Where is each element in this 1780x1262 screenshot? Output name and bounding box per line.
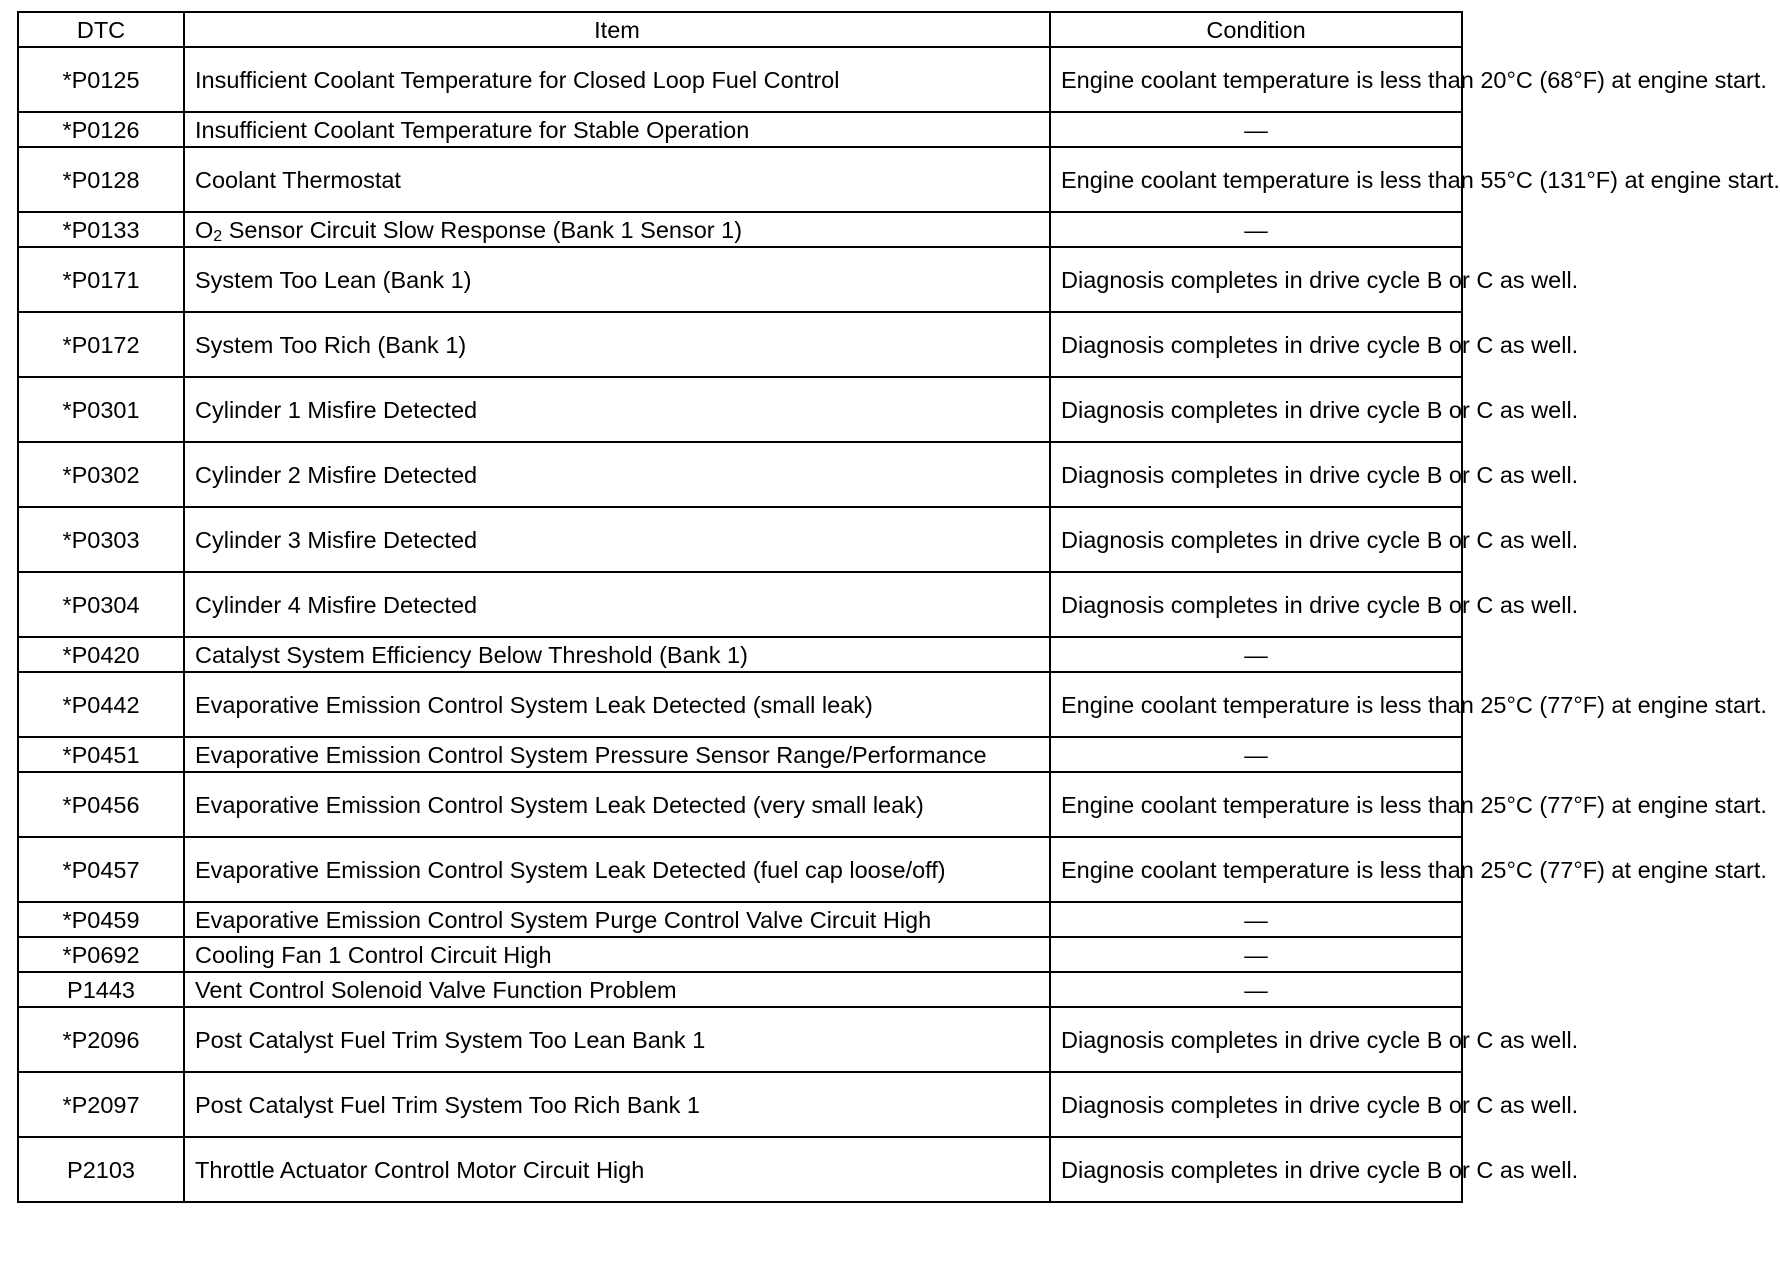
item-prefix: O [195, 216, 214, 243]
dtc-code: *P2096 [18, 1007, 184, 1072]
condition-text: — [1050, 637, 1462, 672]
condition-text: — [1050, 212, 1462, 247]
table-row [18, 972, 1462, 1007]
dtc-code: *P0126 [18, 112, 184, 147]
dtc-code: *P0133 [18, 212, 184, 247]
dtc-code: *P2097 [18, 1072, 184, 1137]
dtc-code: *P0301 [18, 377, 184, 442]
dtc-code: *P0128 [18, 147, 184, 212]
dtc-code: *P0171 [18, 247, 184, 312]
condition-text: Diagnosis completes in drive cycle B or C as well. [1050, 1072, 1462, 1137]
item-description: Evaporative Emission Control System Leak Detected (fuel cap loose/off) [184, 837, 1050, 902]
table-row [18, 147, 1462, 212]
condition-text: Diagnosis completes in drive cycle B or C as well. [1050, 442, 1462, 507]
condition-text: — [1050, 737, 1462, 772]
condition-text: — [1050, 937, 1462, 972]
item-description: Evaporative Emission Control System Leak Detected (very small leak) [184, 772, 1050, 837]
table-row [18, 247, 1462, 312]
table-body [18, 47, 1780, 1202]
dtc-code: P1443 [18, 972, 184, 1007]
table-row [18, 312, 1462, 377]
item-description: Evaporative Emission Control System Leak Detected (small leak) [184, 672, 1050, 737]
dtc-code: *P0459 [18, 902, 184, 937]
condition-text: — [1050, 972, 1462, 1007]
table-header [18, 12, 1462, 47]
item-subscript: 2 [213, 227, 223, 245]
table-row [18, 837, 1462, 902]
header-condition: Condition [1050, 12, 1462, 47]
table-row [18, 112, 1462, 147]
item-description: Catalyst System Efficiency Below Threshold (Bank 1) [184, 637, 1050, 672]
header-row [18, 12, 1462, 47]
table-row [18, 377, 1462, 442]
dtc-code: *P0172 [18, 312, 184, 377]
item-description [184, 212, 1050, 247]
table-row [18, 637, 1462, 672]
condition-text: — [1050, 112, 1462, 147]
table-row [18, 1137, 1462, 1202]
table-row [18, 1072, 1462, 1137]
dtc-code: *P0457 [18, 837, 184, 902]
item-description: Cylinder 1 Misfire Detected [184, 377, 1050, 442]
condition-text: Diagnosis completes in drive cycle B or C as well. [1050, 377, 1462, 442]
header-dtc: DTC [18, 12, 184, 47]
condition-text: Diagnosis completes in drive cycle B or C as well. [1050, 572, 1462, 637]
dtc-code: *P0420 [18, 637, 184, 672]
item-suffix: Sensor Circuit Slow Response (Bank 1 Sensor 1) [222, 216, 743, 243]
item-description: System Too Lean (Bank 1) [184, 247, 1050, 312]
item-description: Evaporative Emission Control System Pressure Sensor Range/Performance [184, 737, 1050, 772]
dtc-table [17, 11, 1780, 1203]
table-row [18, 902, 1462, 937]
dtc-code: *P0303 [18, 507, 184, 572]
table-row [18, 47, 1462, 112]
dtc-code: *P0304 [18, 572, 184, 637]
dtc-code: *P0692 [18, 937, 184, 972]
condition-text: Engine coolant temperature is less than 25°C (77°F) at engine start. [1050, 672, 1462, 737]
item-description: Cylinder 4 Misfire Detected [184, 572, 1050, 637]
condition-text: Diagnosis completes in drive cycle B or C as well. [1050, 1137, 1462, 1202]
condition-text: — [1050, 902, 1462, 937]
item-description: Throttle Actuator Control Motor Circuit High [184, 1137, 1050, 1202]
condition-text: Diagnosis completes in drive cycle B or C as well. [1050, 247, 1462, 312]
table-row [18, 937, 1462, 972]
item-description: Evaporative Emission Control System Purge Control Valve Circuit High [184, 902, 1050, 937]
condition-text: Diagnosis completes in drive cycle B or C as well. [1050, 507, 1462, 572]
dtc-code: *P0125 [18, 47, 184, 112]
item-description: Cooling Fan 1 Control Circuit High [184, 937, 1050, 972]
item-description: Coolant Thermostat [184, 147, 1050, 212]
table-row [18, 507, 1462, 572]
table-row [18, 1007, 1462, 1072]
condition-text: Engine coolant temperature is less than 25°C (77°F) at engine start. [1050, 772, 1462, 837]
dtc-code: *P0302 [18, 442, 184, 507]
item-description: Post Catalyst Fuel Trim System Too Rich Bank 1 [184, 1072, 1050, 1137]
table-row [18, 212, 1462, 247]
condition-text: Diagnosis completes in drive cycle B or C as well. [1050, 312, 1462, 377]
table-row [18, 737, 1462, 772]
condition-text: Diagnosis completes in drive cycle B or C as well. [1050, 1007, 1462, 1072]
dtc-code: *P0442 [18, 672, 184, 737]
item-description: Cylinder 2 Misfire Detected [184, 442, 1050, 507]
dtc-code: P2103 [18, 1137, 184, 1202]
item-description: System Too Rich (Bank 1) [184, 312, 1050, 377]
dtc-code: *P0456 [18, 772, 184, 837]
table-row [18, 442, 1462, 507]
dtc-code: *P0451 [18, 737, 184, 772]
condition-text: Engine coolant temperature is less than 25°C (77°F) at engine start. [1050, 837, 1462, 902]
header-item: Item [184, 12, 1050, 47]
table-row [18, 772, 1462, 837]
table-row [18, 572, 1462, 637]
condition-text: Engine coolant temperature is less than 55°C (131°F) at engine start. [1050, 147, 1462, 212]
item-description: Insufficient Coolant Temperature for Closed Loop Fuel Control [184, 47, 1050, 112]
item-description: Cylinder 3 Misfire Detected [184, 507, 1050, 572]
item-description: Insufficient Coolant Temperature for Stable Operation [184, 112, 1050, 147]
table-row [18, 672, 1462, 737]
condition-text: Engine coolant temperature is less than 20°C (68°F) at engine start. [1050, 47, 1462, 112]
item-description: Post Catalyst Fuel Trim System Too Lean Bank 1 [184, 1007, 1050, 1072]
item-description: Vent Control Solenoid Valve Function Problem [184, 972, 1050, 1007]
